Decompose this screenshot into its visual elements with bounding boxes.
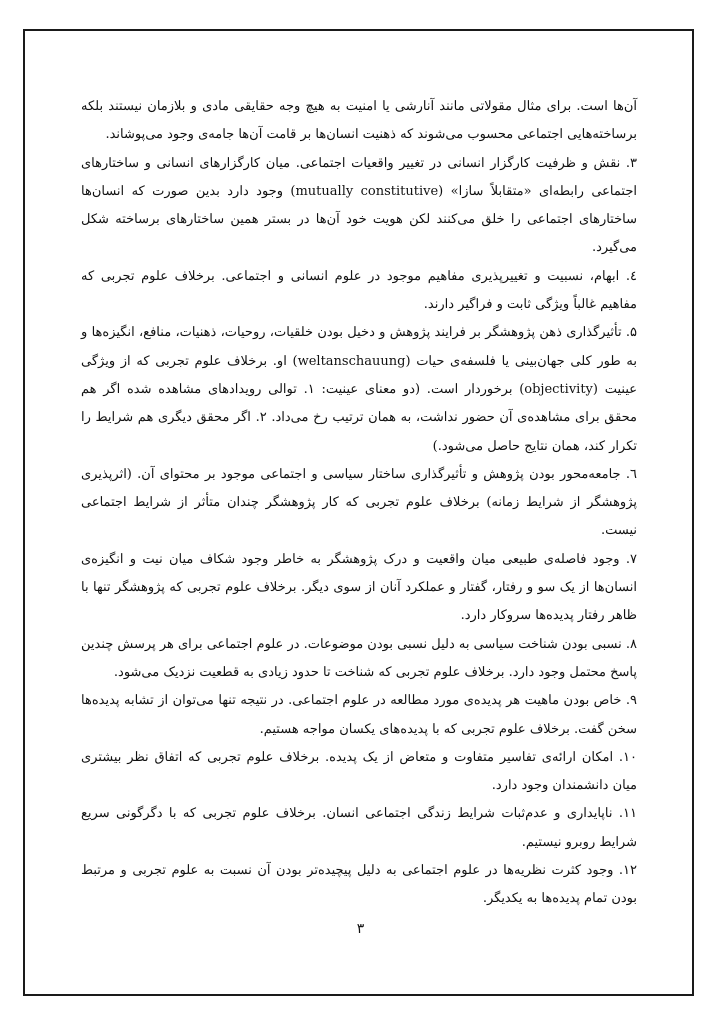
page-frame [23,29,694,996]
paragraph: ۹. خاص بودن ماهیت هر پدیده‌ی مورد مطالعه در علوم اجتماعی. در نتیجه تنها می‌توان از تشابه پدیده‌ها سخن گفت. برخلاف علوم تجربی که با پدیده‌های یکسان مواجه هستیم. [81,693,637,737]
paragraph: ۸. نسبی بودن شناخت سیاسی به دلیل نسبی بودن موضوعات. در علوم اجتماعی برای هر پرسش چندین پاسخ محتمل وجود دارد. برخلاف علوم تجربی که شناخت تا حدود زیادی به قطعیت نزدیک می‌شود. [81,636,637,680]
paragraph: ۳. نقش و ظرفیت کارگزار انسانی در تغییر واقعیات اجتماعی. میان کارگزارهای انسانی و ساختارهای اجتماعی رابطه‌ای «متقابلاً سازا» (mutually constitutive) وجود دارد بدین صورت که انسان‌ها ساختارهای اجتماعی را خلق می‌کنند لکن هویت خود آن‌ها در بستر همین ساختارهای برساخته شکل می‌گیرد. [81,155,637,256]
paragraph: آن‌ها است. برای مثال مقولاتی مانند آنارشی یا امنیت به هیچ وجه حقایقی مادی و بلازمان نیستند بلکه برساخته‌هایی اجتماعی محسوب می‌شوند که ذهنیت انسان‌ها بر قامت آن‌ها جامه‌ی وجود می‌پوشاند. [81,99,637,143]
page-body [81,93,637,914]
paragraph: ۱۲. وجود کثرت نظریه‌ها در علوم اجتماعی به دلیل پیچیده‌تر بودن آن نسبت به علوم تجربی و مرتبط بودن تمام پدیده‌ها به یکدیگر. [81,863,637,907]
paragraph: ٦. جامعه‌محور بودن پژوهش و تأثیرگذاری ساختار سیاسی و اجتماعی موجود بر محتوای آن. (اثرپذیری پژوهشگر از شرایط زمانه) برخلاف علوم تجربی که کار پژوهشگر چندان متأثر از شرایط اجتماعی نیست. [81,466,637,539]
paragraph: ۷. وجود فاصله‌ی طبیعی میان واقعیت و درک پژوهشگر به خاطر وجود شکاف میان نیت و انگیزه‌ی انسان‌ها از یک سو و رفتار، گفتار و عملکرد آنان از سوی دیگر. برخلاف علوم تجربی که پژوهشگر تنها با ظاهر رفتار پدیده‌ها سروکار دارد. [81,551,637,624]
paragraph: ۱۰. امکان ارائه‌ی تفاسیر متفاوت و متعاض از یک پدیده. برخلاف علوم تجربی که اتفاق نظر بیشتری میان دانشمندان وجود دارد. [81,749,637,794]
paragraph: ۵. تأثیرگذاری ذهن پژوهشگر بر فرایند پژوهش و دخیل بودن خلقیات، روحیات، ذهنیات، منافع، انگیزه‌ها و به طور کلی جهان‌بینی یا فلسفه‌ی حیات (weltanschauung) او. برخلاف علوم تجربی که از ویژگی عینیت (objectivity) برخوردار است. (دو معنای عینیت: ۱. توالی رویدادهای مشاهده شده اگر هم محقق برای مشاهده‌ی آن حضور نداشت، به همان ترتیب رخ می‌داد. ۲. اگر محقق دیگری هم شرایط را تکرار کند، همان نتایج حاصل می‌شود.) [81,325,638,454]
paragraph: ۱۱. ناپایداری و عدم‌ثبات شرایط زندگی اجتماعی انسان. برخلاف علوم تجربی که با دگرگونی سریع شرایط روبرو نیستیم. [81,806,637,850]
paragraph: ٤. ابهام، نسبیت و تغییرپذیری مفاهیم موجود در علوم انسانی و اجتماعی. برخلاف علوم تجربی که مفاهیم غالباً ویژگی ثابت و فراگیر دارند. [81,268,637,313]
page-number: ۳ [356,921,365,937]
